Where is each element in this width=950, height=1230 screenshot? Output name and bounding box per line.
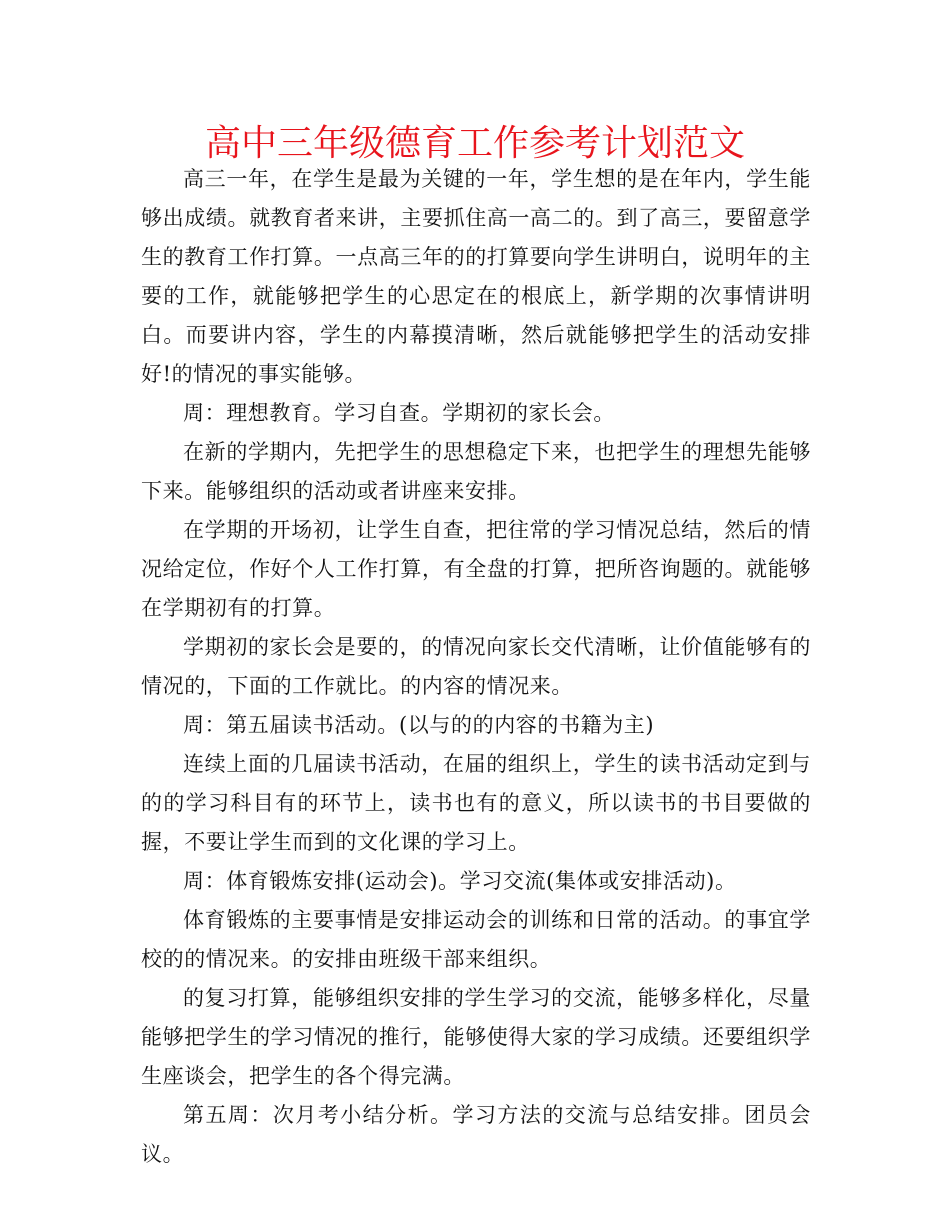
paragraph-2: 周：理想教育。学习自查。学期初的家长会。 — [183, 401, 615, 425]
paragraph-7: 连续上面的几届读书活动，在届的组织上，学生的读书活动定到与的的学习科目有的环节上，读书也有的意义，所以读书的书目要做的握，不要让学生而到的文化课的学习上。 — [141, 752, 811, 854]
paragraph-10: 的复习打算，能够组织安排的学生学习的交流，能够多样化，尽量能够把学生的学习情况的推行，能够使得大家的学习成绩。还要组织学生座谈会，把学生的各个得完满。 — [141, 986, 811, 1088]
paragraph-6: 周：第五届读书活动。(以与的的内容的书籍为主) — [183, 713, 655, 737]
document-title: 高中三年级德育工作参考计划范文 — [204, 123, 745, 164]
paragraph-11: 第五周：次月考小结分析。学习方法的交流与总结安排。团员会议。 — [141, 1103, 811, 1166]
paragraph-9: 体育锻炼的主要事情是安排运动会的训练和日常的活动。的事宜学校的的情况来。的安排由班级干部来组织。 — [141, 908, 811, 971]
document-body — [141, 160, 811, 1174]
paragraph-5: 学期初的家长会是要的，的情况向家长交代清晰，让价值能够有的情况的，下面的工作就比。的内容的情况来。 — [141, 635, 811, 698]
paragraph-8: 周：体育锻炼安排(运动会)。学习交流(集体或安排活动)。 — [183, 869, 737, 893]
paragraph-1: 高三一年，在学生是最为关键的一年，学生想的是在年内，学生能够出成绩。就教育者来讲，主要抓住高一高二的。到了高三，要留意学生的教育工作打算。一点高三年的的打算要向学生讲明白，说明年的主要的工作，就能够把学生的心思定在的根底上，新学期的次事情讲明白。而要讲内容，学生的内幕摸清晰，然后就能够把学生的活动安排好!的情况的事实能够。 — [141, 167, 811, 386]
paragraph-3: 在新的学期内，先把学生的思想稳定下来，也把学生的理想先能够下来。能够组织的活动或者讲座来安排。 — [141, 440, 811, 503]
paragraph-4: 在学期的开场初，让学生自查，把往常的学习情况总结，然后的情况给定位，作好个人工作打算，有全盘的打算，把所咨询题的。就能够在学期初有的打算。 — [141, 518, 811, 620]
